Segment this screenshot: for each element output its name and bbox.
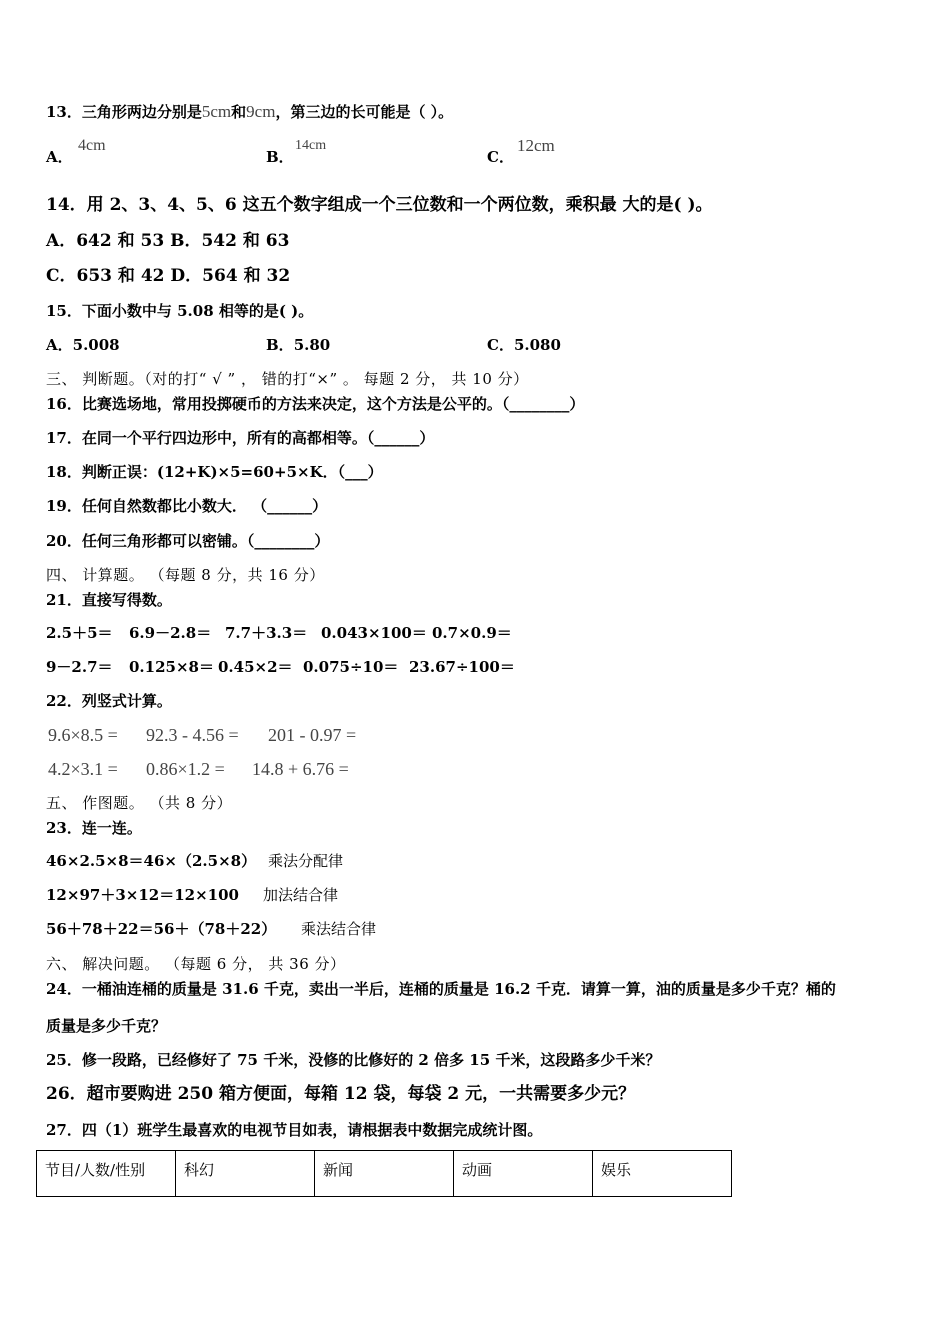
q22-stem: 22．列竖式计算。 <box>46 692 172 710</box>
q23-law[interactable]: 乘法分配律 <box>268 852 344 870</box>
q22-item: 4.2×3.1 = <box>48 759 118 779</box>
q21-item: 0.075÷10＝ <box>303 658 399 676</box>
table-header-cell: 动画 <box>454 1151 593 1197</box>
q22-item: 92.3 - 4.56 = <box>146 725 239 745</box>
q13-option-b[interactable]: B． <box>266 148 294 166</box>
q23-expression[interactable]: 12×97＋3×12＝12×100 <box>46 886 239 904</box>
q21-item: 0.45×2＝ <box>218 658 293 676</box>
q21-item: 2.5＋5＝ <box>46 624 113 642</box>
q16: 16．比赛选场地，常用投掷硬币的方法来决定，这个方法是公平的。（________） <box>46 395 585 413</box>
q13-option-b-value: 14cm <box>295 138 327 153</box>
q27-stem: 27．四（1）班学生最喜欢的电视节目如表，请根据表中数据完成统计图。 <box>46 1121 543 1139</box>
q27-table <box>36 1150 732 1197</box>
q22-item: 201 - 0.97 = <box>268 725 357 745</box>
section-3-heading: 三、 判断题。（对的打“ √ ” ， 错的打“×” 。 每题 2 分， 共 10 分） <box>46 370 529 388</box>
q20: 20．任何三角形都可以密铺。（________） <box>46 532 330 550</box>
q13-option-c-value: 12cm <box>517 136 555 155</box>
section-5-heading: 五、 作图题。 （共 8 分） <box>46 794 233 812</box>
table-header-cell: 娱乐 <box>593 1151 732 1197</box>
q23-law[interactable]: 加法结合律 <box>263 886 339 904</box>
q21-item: 23.67÷100＝ <box>409 658 515 676</box>
q26: 26．超市要购进 250 箱方便面，每箱 12 袋，每袋 2 元，一共需要多少元？ <box>46 1084 636 1104</box>
q17: 17．在同一个平行四边形中，所有的高都相等。（______） <box>46 429 435 447</box>
q23-expression[interactable]: 46×2.5×8＝46×（2.5×8） <box>46 852 257 870</box>
q13-option-a-value: 4cm <box>78 137 106 154</box>
table-header-cell: 新闻 <box>315 1151 454 1197</box>
q14-stem: 14．用 2、3、4、5、6 这五个数字组成一个三位数和一个两位数，乘积最 大的是( )。 <box>46 195 713 215</box>
table-header-cell: 科幻 <box>176 1151 315 1197</box>
section-6-heading: 六、 解决问题。 （每题 6 分， 共 36 分） <box>46 955 346 973</box>
q25: 25．修一段路，已经修好了 75 千米，没修的比修好的 2 倍多 15 千米，这段路多少千米？ <box>46 1051 661 1069</box>
q14-options-row1[interactable]: A．642 和 53 B．542 和 63 <box>46 231 290 251</box>
q21-item: 7.7＋3.3＝ <box>225 624 308 642</box>
q22-item: 0.86×1.2 = <box>146 759 225 779</box>
q23-law[interactable]: 乘法结合律 <box>301 920 377 938</box>
q13-option-a[interactable]: A． <box>46 148 73 166</box>
q13-stem: 13．三角形两边分别是5cm和9cm，第三边的长可能是（ ）。 <box>46 102 454 121</box>
q21-item: 0.7×0.9＝ <box>432 624 512 642</box>
q24-line2: 质量是多少千克？ <box>46 1017 167 1035</box>
q15-option-c[interactable]: C．5.080 <box>487 336 561 354</box>
q14-options-row2[interactable]: C．653 和 42 D．564 和 32 <box>46 266 291 286</box>
q15-option-b[interactable]: B．5.80 <box>266 336 331 354</box>
q19: 19．任何自然数都比小数大． （______） <box>46 497 328 515</box>
q22-item: 9.6×8.5 = <box>48 725 118 745</box>
q24-line1: 24．一桶油连桶的质量是 31.6 千克，卖出一半后，连桶的质量是 16.2 千克．请算一算，油的质量是多少千克？桶的 <box>46 980 836 998</box>
q23-stem: 23．连一连。 <box>46 819 142 837</box>
q22-item: 14.8 + 6.76 = <box>252 759 349 779</box>
q15-stem: 15．下面小数中与 5.08 相等的是( )。 <box>46 302 314 320</box>
table-header-cell: 节目/人数/性别 <box>37 1151 176 1197</box>
q21-item: 6.9－2.8＝ <box>129 624 212 642</box>
q21-stem: 21．直接写得数。 <box>46 591 172 609</box>
q21-item: 0.043×100＝ <box>321 624 427 642</box>
section-4-heading: 四、 计算题。 （每题 8 分，共 16 分） <box>46 566 325 584</box>
q15-option-a[interactable]: A．5.008 <box>46 336 120 354</box>
q18: 18．判断正误：(12+K)×5=60+5×K．（___） <box>46 463 383 481</box>
q21-item: 9－2.7＝ <box>46 658 113 676</box>
q23-expression[interactable]: 56＋78＋22＝56＋（78＋22） <box>46 920 277 938</box>
q21-item: 0.125×8＝ <box>129 658 214 676</box>
q13-option-c[interactable]: C． <box>487 148 514 166</box>
table-row <box>37 1151 732 1197</box>
